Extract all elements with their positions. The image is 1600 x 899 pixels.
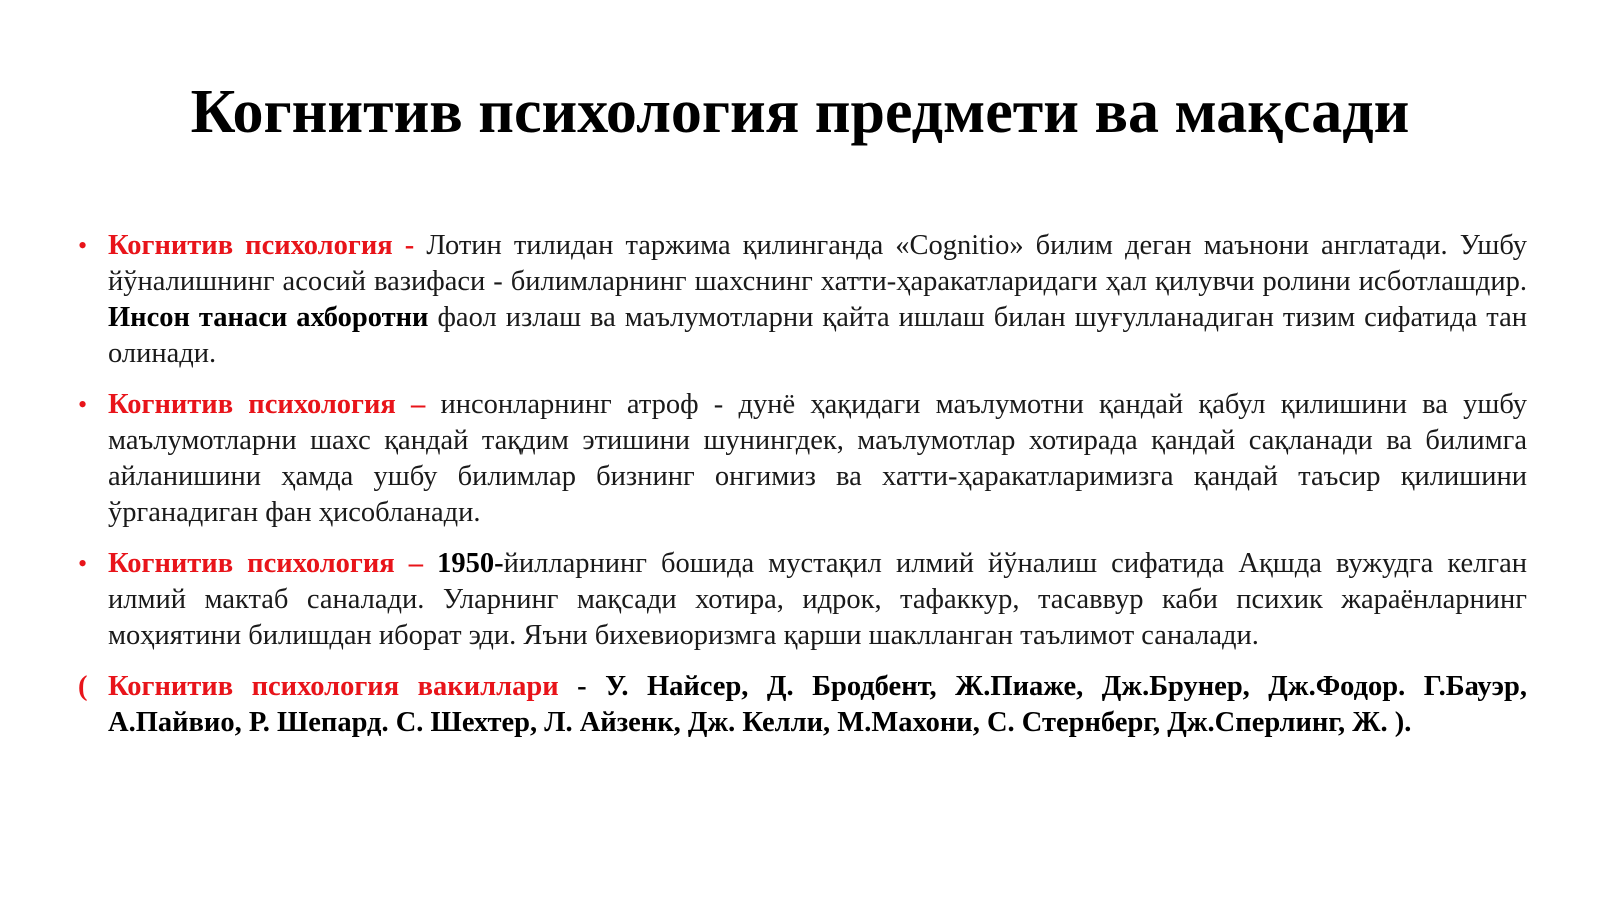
paragraph-text: фаол излаш ва маълумотларни қайта ишлаш билан шуғулланадиган тизим сифатида тан олинади. (108, 302, 1528, 369)
representatives-label: Когнитив психология вакиллари (108, 671, 559, 702)
term-label: Когнитив психология - (108, 230, 415, 261)
emphasis-text: Инсон танаси ахборотни (108, 302, 429, 333)
term-label: Когнитив психология – (108, 548, 424, 579)
paragraph-text: Лотин тилидан таржима қилинганда «Cognitio» билим деган маънони англатади. Ушбу йўналишнинг асосий вазифаси - билимларнинг шахснинг хатти-ҳаракатларидаги ҳал қилувчи ролини исботлашдир. (108, 230, 1527, 297)
paragraph-text: инсонларнинг атроф - дунё ҳақидаги маълумотни қандай қабул қилишини ва ушбу маълумотларни шахс қандай тақдим этишини шунингдек, маълумотлар хотирада қандай сақланади ва билимга айланишини ҳамда ушбу билимлар бизнинг онгимиз ва хатти-ҳаракатларимизга қандай таъсир қилишини ўрганадиган фан ҳисобланади. (108, 389, 1527, 528)
paragraph-definition (78, 228, 1527, 372)
bullet-icon: • (78, 231, 88, 260)
paragraph-text: йилларнинг бошида мустақил илмий йўналиш сифатида Ақшда вужудга келган илмий мактаб саналади. Уларнинг мақсади хотира, идрок, тафаккур, тасаввур каби психик жараёнларнинг моҳиятини билишдан иборат эди. Яъни бихевиоризмга қарши шаклланган таълимот саналади. (108, 548, 1527, 651)
slide-title: Когнитив психология предмети ва мақсади (190, 78, 1410, 146)
paragraph-scope (78, 387, 1527, 531)
paragraph-history (78, 546, 1527, 654)
emphasis-text: 1950- (423, 548, 504, 579)
open-parenthesis: ( (78, 671, 88, 702)
representatives-paragraph (78, 669, 1527, 741)
bullet-icon: • (78, 549, 88, 578)
bullet-icon: • (78, 390, 88, 419)
slide-body (78, 228, 1527, 756)
representatives-names: - У. Найсер, Д. Бродбент, Ж.Пиаже, Дж.Брунер, Дж.Фодор. Г.Бауэр, А.Пайвио, Р. Шепард. С. Шехтер, Л. Айзенк, Дж. Келли, М.Махони, С. Стернберг, Дж.Сперлинг, Ж. ). (108, 671, 1527, 738)
term-label: Когнитив психология – (108, 389, 426, 420)
